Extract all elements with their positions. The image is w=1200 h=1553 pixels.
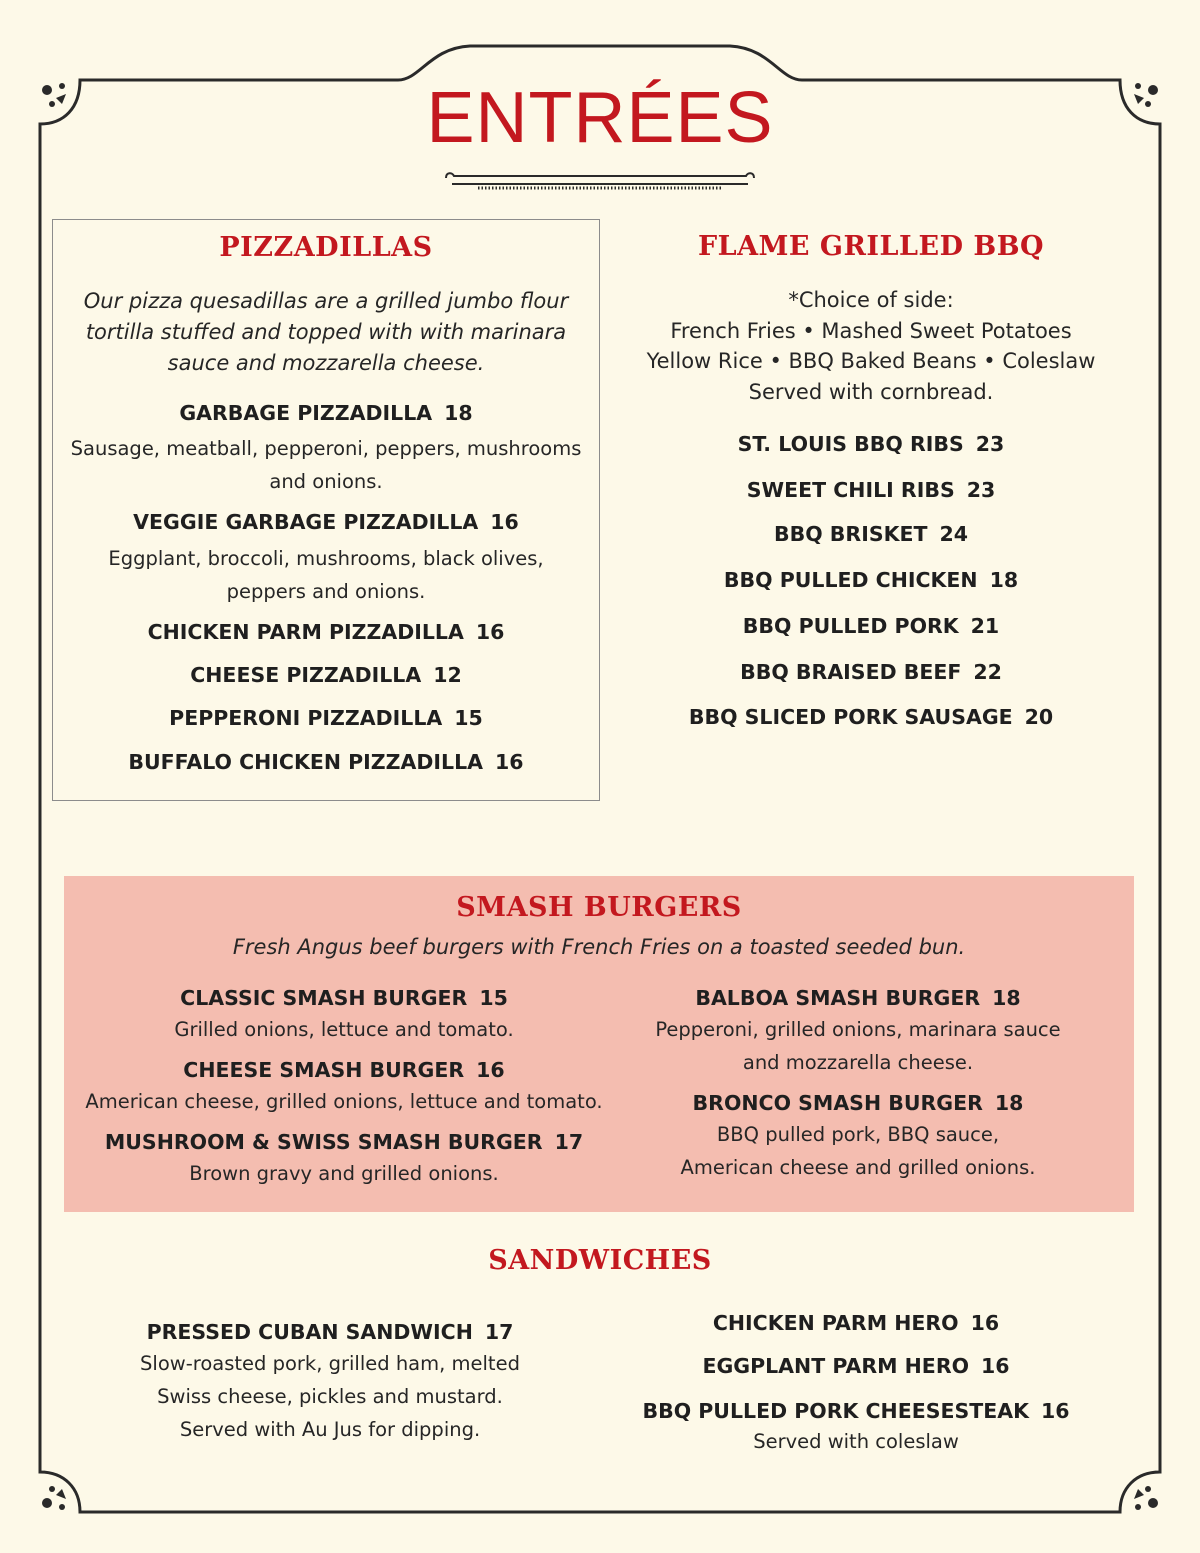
menu-item-desc: BBQ pulled pork, BBQ sauce, American cheese and grilled onions. (680, 1123, 1036, 1179)
menu-item: BBQ SLICED PORK SAUSAGE 20 (688, 705, 1054, 729)
smash-burgers-section (64, 876, 1134, 1212)
menu-item: BRONCO SMASH BURGER 18 (692, 1091, 1024, 1115)
menu-item: ST. LOUIS BBQ RIBS 23 (737, 432, 1005, 456)
menu-item: CHEESE SMASH BURGER 16 (183, 1058, 505, 1082)
menu-item: CHICKEN PARM HERO 16 (712, 1311, 1000, 1335)
menu-item-desc: American cheese, grilled onions, lettuce and tomato. (85, 1090, 603, 1113)
menu-item: PEPPERONI PIZZADILLA 15 (169, 706, 483, 730)
pizzadillas-heading: PIZZADILLAS (219, 232, 433, 263)
sandwiches-left-column (90, 1320, 570, 1446)
menu-item: BBQ PULLED PORK CHEESESTEAK 16 (642, 1399, 1070, 1423)
menu-item-desc: Slow-roasted pork, grilled ham, melted Swiss cheese, pickles and mustard. Served with Au Jus for dipping. (140, 1352, 520, 1441)
menu-item-desc: Served with coleslaw (753, 1430, 959, 1453)
bbq-sides: *Choice of side: French Fries • Mashed Sweet Potatoes Yellow Rice • BBQ Baked Beans • Coleslaw Served with cornbread. (646, 288, 1096, 404)
menu-item: BBQ BRISKET 24 (773, 522, 969, 546)
bbq-section (620, 219, 1122, 759)
menu-item: MUSHROOM & SWISS SMASH BURGER 17 (104, 1130, 584, 1154)
menu-item: VEGGIE GARBAGE PIZZADILLA 16 (133, 510, 519, 534)
menu-item-desc: Sausage, meatball, pepperoni, peppers, mushrooms and onions. (70, 437, 582, 493)
title-divider (446, 173, 754, 188)
menu-item: BBQ PULLED PORK 21 (742, 614, 1000, 638)
menu-item: SWEET CHILI RIBS 23 (746, 478, 996, 502)
menu-item: BALBOA SMASH BURGER 18 (695, 986, 1021, 1010)
pizzadillas-intro: Our pizza quesadillas are a grilled jumbo flour tortilla stuffed and topped with with marinara sauce and mozzarella cheese. (83, 289, 569, 375)
pizzadillas-section (52, 219, 600, 801)
menu-item: PRESSED CUBAN SANDWICH 17 (146, 1320, 514, 1344)
menu-item-desc: Brown gravy and grilled onions. (189, 1162, 499, 1185)
page-title: ENTRÉES (426, 78, 774, 158)
menu-item-desc: Eggplant, broccoli, mushrooms, black olives, peppers and onions. (108, 547, 544, 603)
menu-item: CHEESE PIZZADILLA 12 (190, 663, 462, 687)
menu-item-desc: Grilled onions, lettuce and tomato. (174, 1018, 514, 1041)
menu-item: CLASSIC SMASH BURGER 15 (180, 986, 508, 1010)
burgers-heading: SMASH BURGERS (456, 892, 742, 923)
menu-item: BBQ BRAISED BEEF 22 (740, 660, 1002, 684)
menu-item: GARBAGE PIZZADILLA 18 (179, 401, 473, 425)
menu-item: EGGPLANT PARM HERO 16 (702, 1354, 1010, 1378)
burgers-intro: Fresh Angus beef burgers with French Fries on a toasted seeded bun. (232, 935, 966, 959)
menu-item-desc: Pepperoni, grilled onions, marinara sauce and mozzarella cheese. (655, 1018, 1061, 1074)
menu-item: BBQ PULLED CHICKEN 18 (723, 568, 1019, 592)
menu-item: BUFFALO CHICKEN PIZZADILLA 16 (128, 750, 524, 774)
sandwiches-right-column (620, 1311, 1092, 1458)
sandwiches-heading: SANDWICHES (488, 1245, 712, 1276)
bbq-heading: FLAME GRILLED BBQ (697, 231, 1045, 262)
menu-item: CHICKEN PARM PIZZADILLA 16 (147, 620, 505, 644)
